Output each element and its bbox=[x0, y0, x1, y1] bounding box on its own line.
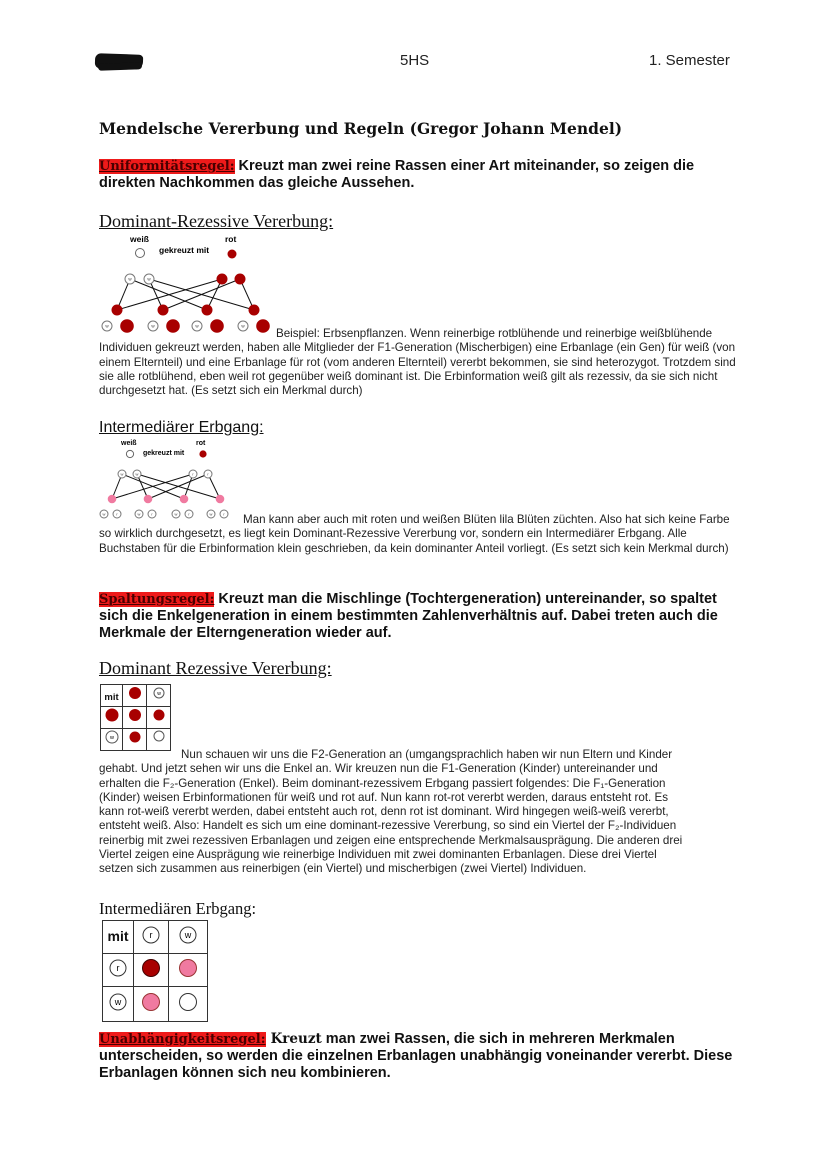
dominant-f2-heading: Dominant Rezessive Vererbung: bbox=[99, 658, 332, 678]
svg-text:w: w bbox=[241, 323, 245, 329]
segregation-rule bbox=[99, 591, 739, 642]
f1-flower bbox=[180, 495, 188, 503]
svg-text:r: r bbox=[151, 511, 153, 517]
corner-label: mit bbox=[107, 928, 129, 944]
svg-text:w: w bbox=[105, 323, 109, 329]
dominant-punnett-square bbox=[100, 684, 171, 751]
svg-text:w: w bbox=[135, 471, 139, 477]
cross-line bbox=[163, 279, 240, 310]
punnett-corner bbox=[103, 921, 134, 954]
text-line: Nun schauen wir uns die F2-Generation an (umgangsprachlich haben wir nun Eltern und Kinder bbox=[181, 748, 673, 761]
svg-text:r: r bbox=[188, 511, 190, 517]
white-flower-icon bbox=[151, 729, 167, 745]
svg-text:w: w bbox=[195, 323, 199, 329]
white-flower-icon bbox=[177, 991, 199, 1013]
punnett-cell-pink bbox=[169, 954, 208, 987]
punnett-row-header-red bbox=[101, 707, 123, 729]
red-flower-icon bbox=[151, 707, 167, 723]
red-flower-icon bbox=[127, 707, 143, 723]
label-white: weiß bbox=[121, 440, 137, 447]
white-allele-icon bbox=[104, 729, 120, 745]
dominant-cross-svg bbox=[97, 232, 277, 336]
svg-text:w: w bbox=[147, 276, 151, 282]
red-flower-icon bbox=[127, 729, 143, 745]
w-allele-icon bbox=[177, 924, 199, 946]
text-line: entsteht weiß. Also: Handelt es sich um eine dominant-rezessive Vererbung, so sind ein Viertel der F₂-Individuen bbox=[99, 819, 677, 833]
cross-lines bbox=[117, 276, 254, 310]
parent-red-flower bbox=[199, 450, 206, 457]
f1-flower bbox=[108, 495, 116, 503]
f1-flower bbox=[216, 495, 224, 503]
intermediate-heading: Intermediärer Erbgang: bbox=[99, 419, 264, 436]
svg-text:w: w bbox=[151, 323, 155, 329]
dominant-cross-diagram bbox=[97, 232, 277, 336]
svg-text:r: r bbox=[116, 962, 120, 973]
document-title: Mendelsche Vererbung und Regeln (Gregor Johann Mendel) bbox=[99, 119, 623, 138]
intermediate-f2-heading: Intermediären Erbgang: bbox=[99, 899, 257, 918]
punnett-header-r bbox=[134, 921, 169, 954]
svg-text:w: w bbox=[114, 996, 122, 1007]
label-cross: gekreuzt mit bbox=[143, 450, 185, 457]
svg-text:w: w bbox=[128, 276, 132, 282]
pink-flower-icon bbox=[177, 957, 199, 979]
red-allele-icon bbox=[127, 685, 143, 701]
corner-label: mit bbox=[104, 691, 119, 703]
punnett-cell-red bbox=[123, 707, 147, 729]
f1-flower bbox=[112, 305, 122, 315]
punnett-cell-red bbox=[147, 707, 171, 729]
r-allele-icon bbox=[107, 957, 129, 979]
red-flower-icon bbox=[140, 957, 162, 979]
svg-text:r: r bbox=[207, 471, 209, 477]
intermediate-explanation: Man kann aber auch mit roten und weißen Blüten lila Blüten züchten. Also hat sich keine Farbe so wirklich durchgesetzt, es liegt kein Dominant-Rezessive Vererbung vor, sondern ein Intermediärer Erbgang. Alle Buchstaben für die Erbinformation klein geschrieben, da kein dominanter Anteil vorliegt. (Es setzt sich kein Merkmal durch) bbox=[99, 513, 730, 555]
punnett-row-header-r bbox=[103, 954, 134, 987]
dominant-f2-explanation bbox=[99, 748, 739, 877]
text-line: erhalten die F₂-Generation (Enkel). Beim dominant-rezessivem Erbgang passiert folgendes: Die F₁-Generation bbox=[99, 776, 666, 790]
header-semester: 1. Semester bbox=[649, 52, 730, 69]
text-line: kann rot-weiß vererbt werden, dabei entsteht auch rot, denn rot ist dominant. Wird hingegen weiß-weiß vererbt, bbox=[99, 805, 669, 819]
intermediate-cross-diagram bbox=[97, 437, 247, 523]
svg-text:w: w bbox=[109, 735, 114, 741]
parent-white-flower bbox=[126, 450, 133, 457]
label-cross: gekreuzt mit bbox=[159, 245, 210, 255]
label-red: rot bbox=[196, 440, 206, 447]
svg-text:r: r bbox=[192, 471, 194, 477]
segregation-rule-text: Kreuzt man die Mischlinge (Tochtergeneration) untereinander, so spaltet sich die Enkelgeneration in einem bestimmten Zahlenverhältnis auf. Dabei treten auch die Merkmale der Elterngeneration wieder auf. bbox=[99, 591, 718, 641]
parent-allele-red bbox=[217, 274, 227, 284]
punnett-corner bbox=[101, 685, 123, 707]
svg-text:r: r bbox=[116, 511, 118, 517]
label-white: weiß bbox=[130, 234, 149, 244]
text-line: setzen sich zusammen aus reinerbigen (ein Viertel) und mischerbigen (zwei Viertel) Individuen. bbox=[99, 862, 587, 876]
label-red: rot bbox=[225, 234, 237, 244]
punnett-header-white bbox=[147, 685, 171, 707]
intermediate-cross-svg bbox=[97, 437, 247, 523]
punnett-header-w bbox=[169, 921, 208, 954]
uniformity-rule bbox=[99, 158, 739, 192]
svg-text:w: w bbox=[174, 511, 178, 517]
pink-flower-icon bbox=[140, 991, 162, 1013]
independence-rule-text: man zwei Rassen, die sich in mehreren Merkmalen unterscheiden, so werden die einzelnen Erbanlagen unabhängig voneinander vererbt. Diese Erbanlagen können sich neu kombinieren. bbox=[99, 1031, 733, 1081]
punnett-row-header-w bbox=[103, 987, 134, 1022]
r-allele-icon bbox=[140, 924, 162, 946]
intermediate-punnett-square bbox=[102, 920, 208, 1022]
w-allele-icon bbox=[107, 991, 129, 1013]
parent-white-flower bbox=[136, 249, 145, 258]
parent-red-flower bbox=[228, 250, 237, 259]
uniformity-rule-label: Uniformitätsregel: bbox=[99, 159, 235, 174]
dominant-heading: Dominant-Rezessive Vererbung: bbox=[99, 211, 334, 231]
text-line: gehabt. Und jetzt sehen wir uns die Enkel an. Wir kreuzen nun die F1-Generation (Kinder) untereinander und bbox=[99, 762, 658, 776]
punnett-cell-white bbox=[169, 987, 208, 1022]
cross-lines bbox=[112, 474, 220, 499]
f1-flower bbox=[249, 305, 259, 315]
svg-text:w: w bbox=[209, 511, 213, 517]
independence-rule-label: Unabhängigkeitsregel: bbox=[99, 1032, 266, 1047]
cross-nodes bbox=[102, 274, 269, 332]
f1-flower bbox=[144, 495, 152, 503]
punnett-header-red bbox=[123, 685, 147, 707]
header-class: 5HS bbox=[400, 52, 430, 69]
svg-text:r: r bbox=[223, 511, 225, 517]
parent-allele-red bbox=[235, 274, 245, 284]
svg-text:w: w bbox=[137, 511, 141, 517]
cross-nodes bbox=[100, 470, 228, 518]
text-line: reinerbig mit zwei rezessiven Erbanlagen und zeigen eine entsprechende Merkmalsausprägung. Die anderen drei bbox=[99, 833, 683, 847]
f1-flower bbox=[202, 305, 212, 315]
uniformity-rule-text: Kreuzt man zwei reine Rassen einer Art miteinander, so zeigen die direkten Nachkommen das gleiche Aussehen. bbox=[99, 158, 695, 191]
svg-text:w: w bbox=[102, 511, 106, 517]
cross-line bbox=[148, 474, 208, 499]
red-allele-icon bbox=[104, 707, 120, 723]
punnett-cell-red bbox=[134, 954, 169, 987]
punnett-cell-pink bbox=[134, 987, 169, 1022]
svg-text:w: w bbox=[120, 471, 124, 477]
dominant-explanation: Beispiel: Erbsenpflanzen. Wenn reinerbige rotblühende und reinerbige weißblühende Individuen gekreuzt werden, haben alle Mitglieder der F1-Generation (Mischerbigen) eine Erbanlage (ein Gen) für weiß (von einem Elternteil) und eine Erbanlage für rot (vom anderen Elternteil) vererbt bekommen, sie sind heterozygot. Trotzdem sind sie alle rotblühend, eben weil rot gegenüber weiß dominant ist. Die Erbinformation weiß gilt als rezessiv, da sie sich nicht durchgesetzt hat. (Es setzt sich ein Merkmal durch) bbox=[99, 327, 736, 398]
text-line: Viertel zeigen eine Ausprägung wie reinerbige Individuen mit zwei dominanten Erbanlagen. Diese drei Viertel bbox=[99, 848, 657, 862]
text-line: (Kinder) weisen Erbinformationen für weiß und rot auf. Nun kann rot-rot vererbt werden, daraus entsteht rot. Es bbox=[99, 790, 669, 804]
f1-flower bbox=[158, 305, 168, 315]
svg-text:w: w bbox=[184, 929, 192, 940]
independence-rule bbox=[99, 1030, 739, 1082]
white-allele-icon bbox=[151, 685, 167, 701]
svg-text:r: r bbox=[149, 929, 153, 940]
independence-bold-word: Kreuzt bbox=[270, 1031, 322, 1047]
segregation-rule-label: Spaltungsregel: bbox=[99, 592, 215, 607]
svg-text:w: w bbox=[156, 691, 161, 697]
